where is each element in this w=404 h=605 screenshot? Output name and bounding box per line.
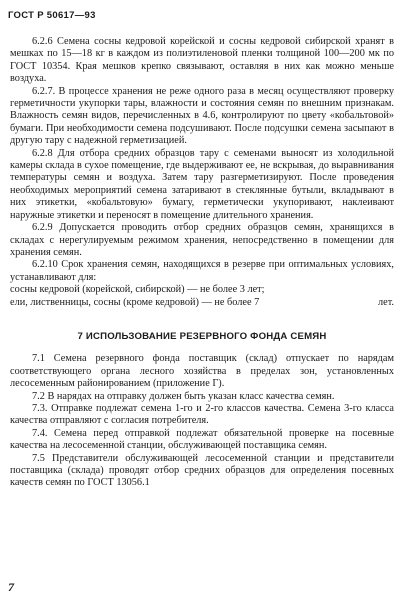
storage-term-item-cedar: сосны кедровой (корейской, сибирской) — не более 3 лет;: [10, 284, 265, 296]
standard-code-header: ГОСТ Р 50617—93: [8, 10, 96, 21]
page-number: 7: [8, 580, 14, 594]
paragraph-6-2-7: 6.2.7. В процессе хранения не реже одного раза в месяц осуществляют проверку герметичности укупорки тары, влажности и состояния семян по внешним признакам. Влажность семян видов, перечисленных в 4.6, контролируют по цвету «кобальтовой» бумаги. При необходимости семена подсушивают. После подсушки семена засыпают в другую тару с надежной герметизацией.: [10, 85, 394, 147]
paragraph-6-2-6: 6.2.6 Семена сосны кедровой корейской и сосны кедровой сибирской хранят в мешках по 15—18 кг в каждом из полиэтиленовой пленки толщиной 100—200 мк по ГОСТ 10354. Края мешков крепко связывают, оставляя в них как можно меньше воздуха.: [10, 36, 394, 85]
paragraph-6-2-8: 6.2.8 Для отбора средних образцов тару с семенами выносят из холодильной камеры склада в сухое помещение, где выдерживают ее, не вскрывая, до выравнивания температуры семян и воздуха. Затем тару разгерметизируют. После проведения необходимых мероприятий семена затаривают в стеклянные бутыли, вкладывают в них этикетки, «кобальтовую» бумагу, герметически укупоривают, наклеивают наружные этикетки и переносят в помещение длительного хранения.: [10, 147, 394, 221]
paragraph-7-5: 7.5 Представители обслуживающей лесосеменной станции и представители поставщика (склада) проводят отбор средних образцов для определения посевных качеств семян по ГОСТ 13056.1: [10, 452, 394, 489]
paragraph-7-3: 7.3. Отправке подлежат семена 1-го и 2-го классов качества. Семена 3-го класса качества отправляют с согласия потребителя.: [10, 402, 394, 427]
paragraph-7-1: 7.1 Семена резервного фонда поставщик (склад) отпускает по нарядам соответствующего органа лесного хозяйства в пределах зон, установленных лесосеменным районированием (приложение Г).: [10, 353, 394, 390]
storage-term-item-spruce-end: лет.: [377, 296, 394, 308]
storage-term-item-spruce-text: ели, лиственницы, сосны (кроме кедровой) — не более 7: [10, 296, 260, 308]
section-7-title: 7 ИСПОЛЬЗОВАНИЕ РЕЗЕРВНОГО ФОНДА СЕМЯН: [77, 330, 327, 342]
storage-term-item-spruce: [10, 297, 394, 309]
paragraph-6-2-9: 6.2.9 Допускается проводить отбор средних образцов семян, хранящихся в складах с нерегулируемым режимом хранения, непосредственно в помещении для хранения семян.: [10, 222, 394, 258]
paragraph-6-2-10: 6.2.10 Срок хранения семян, находящихся в резерве при оптимальных условиях, устанавливают для:: [10, 259, 394, 283]
paragraph-7-2: 7.2 В нарядах на отправку должен быть указан класс качества семян.: [32, 390, 335, 402]
document-body: [10, 36, 394, 490]
paragraph-7-4: 7.4. Семена перед отправкой подлежат обязательной проверке на посевные качества на лесосеменной станции, обслуживающей поставщика семян.: [10, 427, 394, 452]
